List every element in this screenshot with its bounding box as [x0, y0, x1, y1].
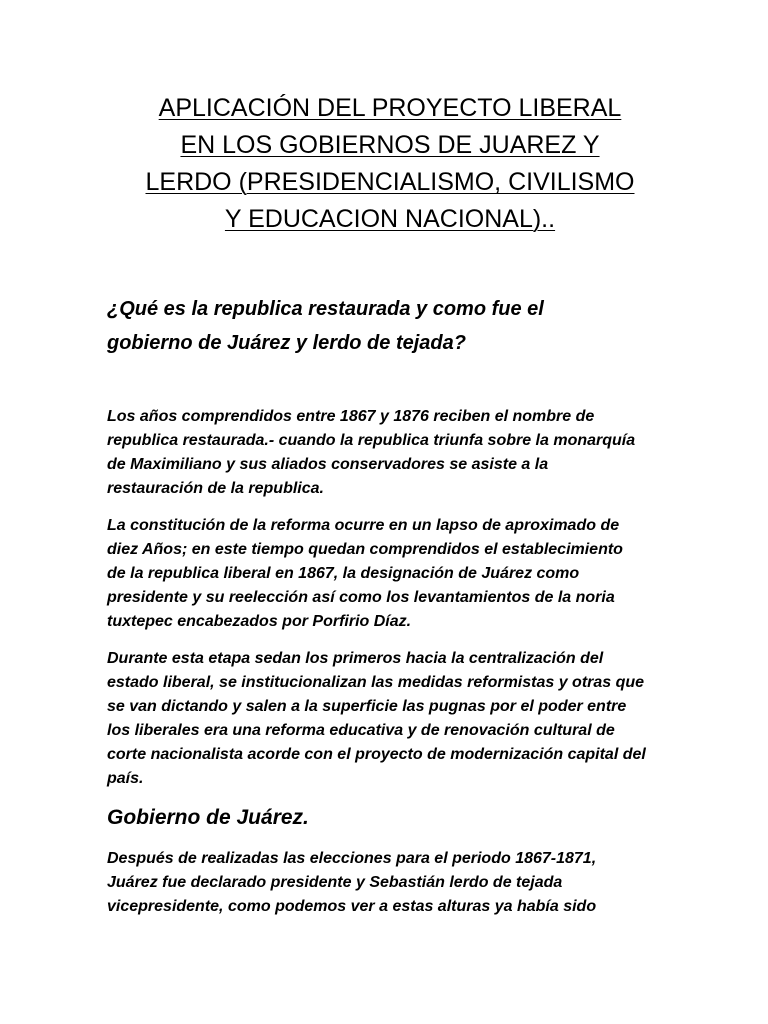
text-line: republica restaurada.- cuando la republica triunfa sobre la monarquía	[107, 432, 636, 449]
text-line: tuxtepec encabezados por Porfirio Díaz.	[107, 613, 412, 630]
text-line: de la republica liberal en 1867, la designación de Juárez como	[107, 565, 580, 582]
title-line: EN LOS GOBIERNOS DE JUAREZ Y	[180, 131, 600, 159]
text-line: de Maximiliano y sus aliados conservadores se asiste a la	[107, 456, 549, 473]
title-line: Y EDUCACION NACIONAL)..	[224, 205, 556, 233]
text-line: Juárez fue declarado presidente y Sebastián lerdo de tejada	[107, 874, 563, 891]
question-line: ¿Qué es la republica restaurada y como fue el	[107, 298, 544, 320]
text-line: Después de realizadas las elecciones para el periodo 1867-1871,	[107, 850, 597, 867]
text-line: país.	[107, 770, 144, 787]
text-line: corte nacionalista acorde con el proyecto de modernización capital del	[107, 746, 646, 763]
text-line: vicepresidente, como podemos ver a estas alturas ya había sido	[107, 898, 597, 915]
section-heading: Gobierno de Juárez.	[107, 806, 309, 829]
text-line: presidente y su reelección así como los levantamientos de la noria	[107, 589, 615, 606]
text-line: restauración de la republica.	[107, 480, 324, 497]
text-line: Los años comprendidos entre 1867 y 1876 reciben el nombre de	[107, 408, 595, 425]
question-line: gobierno de Juárez y lerdo de tejada?	[107, 332, 466, 354]
text-line: diez Años; en este tiempo quedan comprendidos el establecimiento	[107, 541, 623, 558]
title-line: LERDO (PRESIDENCIALISMO, CIVILISMO	[145, 168, 635, 196]
title-line: APLICACIÓN DEL PROYECTO LIBERAL	[158, 94, 622, 122]
text-line: La constitución de la reforma ocurre en un lapso de aproximado de	[107, 517, 620, 534]
text-line: se van dictando y salen a la superficie las pugnas por el poder entre	[107, 698, 627, 715]
text-line: Durante esta etapa sedan los primeros hacia la centralización del	[107, 650, 604, 667]
paragraph-3	[107, 647, 677, 791]
question-heading	[107, 292, 667, 360]
text-line: los liberales era una reforma educativa y de renovación cultural de	[107, 722, 615, 739]
section-paragraph	[107, 847, 677, 919]
paragraph-1	[107, 405, 677, 501]
text-line: estado liberal, se institucionalizan las medidas reformistas y otras que	[107, 674, 645, 691]
paragraph-2	[107, 514, 677, 634]
document-title	[100, 90, 680, 238]
